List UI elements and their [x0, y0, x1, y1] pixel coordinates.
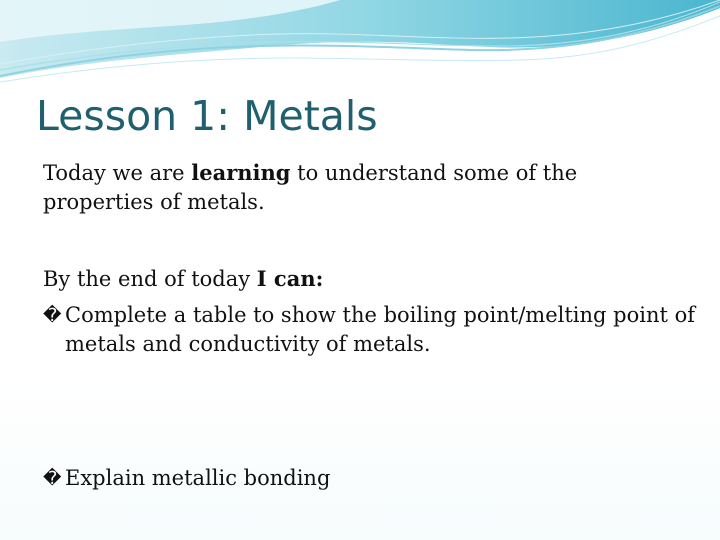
- can-text-part1: By the end of today: [43, 267, 257, 291]
- bullet-text-1: Complete a table to show the boiling point/melting point of metals and conductivity of metals.: [65, 303, 696, 356]
- bullet-icon: �: [43, 305, 62, 326]
- intro-text-part2: to understand some of the properties of metals.: [43, 161, 578, 214]
- can-text-bold: I can:: [256, 266, 324, 291]
- bullet-icon: �: [43, 468, 62, 489]
- decorative-wave-header: [0, 0, 720, 95]
- can-heading: [43, 264, 683, 294]
- bullet-item-1: [43, 301, 705, 359]
- bullet-item-2: [43, 464, 705, 493]
- slide-title: Lesson 1: Metals: [36, 92, 378, 140]
- intro-paragraph: [43, 158, 683, 217]
- bullet-text-2: Explain metallic bonding: [65, 466, 331, 490]
- intro-text-part1: Today we are: [43, 161, 192, 185]
- intro-text-bold: learning: [191, 160, 291, 185]
